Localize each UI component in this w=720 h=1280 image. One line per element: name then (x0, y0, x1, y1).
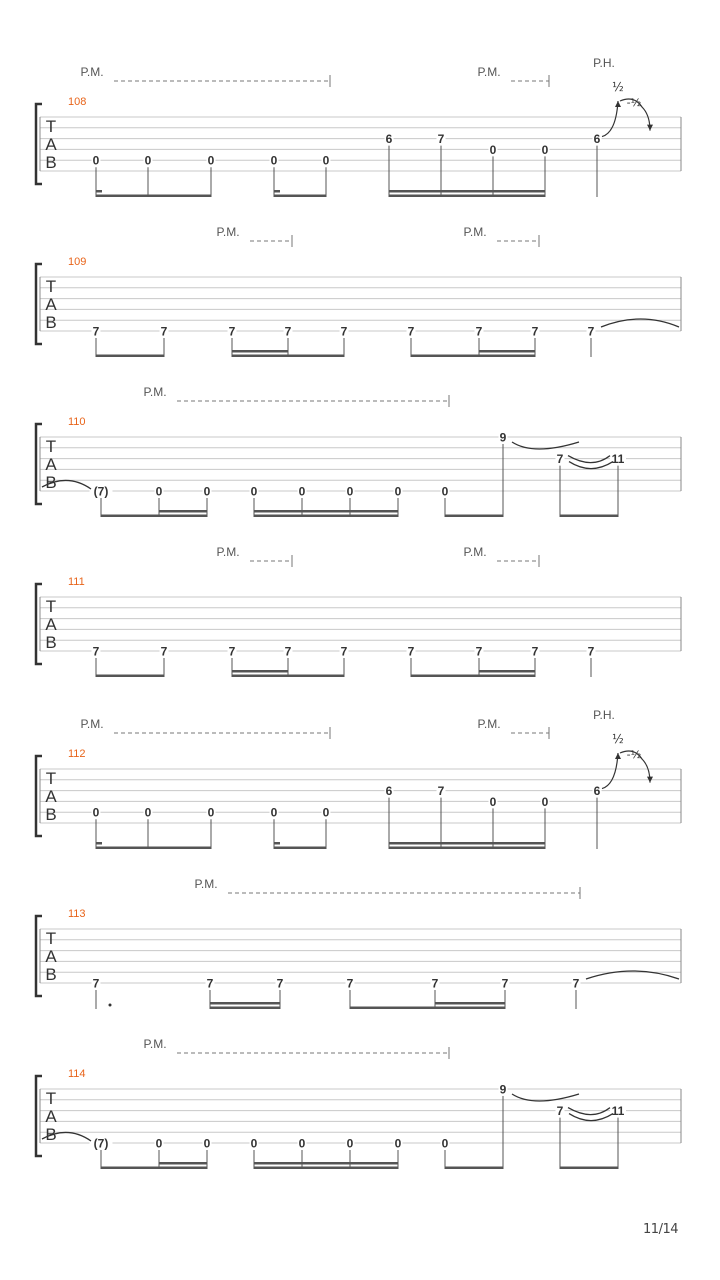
beam (232, 355, 344, 358)
beam-stub (96, 190, 102, 193)
tab-clef-letter: A (45, 947, 57, 966)
fret-number: 7 (556, 452, 564, 467)
measure-number: 109 (68, 256, 87, 268)
beam-secondary (232, 350, 288, 353)
palm-mute-label: P.M. (477, 717, 501, 731)
beam (210, 1007, 280, 1010)
tab-clef-letter: T (45, 437, 57, 456)
fret-number: 7 (556, 1104, 564, 1119)
beam (96, 675, 164, 678)
palm-mute-label: P.M. (194, 877, 218, 891)
fret-number: (7) (93, 1136, 109, 1151)
beam-secondary (350, 1162, 398, 1165)
fret-number: 7 (340, 324, 348, 339)
fret-number: 0 (322, 153, 330, 168)
beam-secondary (232, 670, 288, 673)
fret-number: 11 (611, 452, 625, 467)
fret-number: 0 (92, 153, 100, 168)
fret-number: 0 (541, 794, 549, 809)
beam (274, 847, 326, 850)
tab-system (36, 56, 681, 197)
fret-number: 7 (587, 324, 595, 339)
measure-number: 110 (68, 416, 86, 428)
fret-number: 0 (207, 153, 215, 168)
beam (101, 1167, 207, 1170)
fret-number: 0 (92, 805, 100, 820)
tab-clef-letter: T (45, 597, 57, 616)
beam-stub (96, 842, 102, 845)
beam-secondary (159, 510, 207, 513)
tab-system (36, 385, 681, 517)
tab-clef-letter: B (45, 313, 57, 332)
fret-number: 7 (228, 644, 236, 659)
system-bracket (36, 756, 42, 836)
measure-number: 111 (68, 576, 85, 588)
tab-clef-letter: A (45, 135, 57, 154)
fret-number: 7 (572, 976, 580, 991)
fret-number: 0 (322, 805, 330, 820)
beam (389, 195, 545, 198)
fret-number: 7 (346, 976, 354, 991)
tab-clef-letter: B (45, 1125, 57, 1144)
fret-number: (7) (93, 484, 109, 499)
fret-number: 7 (228, 324, 236, 339)
tab-system (36, 545, 681, 677)
tab-system (36, 877, 681, 1009)
fret-number: 6 (385, 784, 393, 799)
fret-number: 7 (437, 784, 445, 799)
fret-number: 6 (593, 132, 601, 147)
beam-secondary (441, 190, 493, 193)
fret-number: 7 (284, 324, 292, 339)
fret-number: 0 (250, 1136, 258, 1151)
system-bracket (36, 916, 42, 996)
fret-number: 7 (475, 324, 483, 339)
fret-number: 0 (207, 805, 215, 820)
beam (96, 195, 211, 198)
tab-clef-letter: A (45, 455, 57, 474)
beam (411, 355, 535, 358)
fret-number: 7 (276, 976, 284, 991)
fret-number: 0 (441, 1136, 449, 1151)
tab-clef-letter: B (45, 965, 57, 984)
fret-number: 7 (437, 132, 445, 147)
palm-mute-label: P.M. (143, 385, 167, 399)
fret-number: 7 (92, 644, 100, 659)
beam (96, 847, 211, 850)
fret-number: 0 (155, 1136, 163, 1151)
tab-clef-letter: A (45, 1107, 57, 1126)
system-bracket (36, 264, 42, 344)
tab-clef-letter: T (45, 117, 57, 136)
page-number: 11/14 (643, 1222, 678, 1237)
tab-clef-letter: B (45, 473, 57, 492)
tab-clef-letter: T (45, 277, 57, 296)
system-bracket (36, 104, 42, 184)
fret-number: 7 (531, 324, 539, 339)
tab-clef-letter: A (45, 615, 57, 634)
tab-clef-letter: A (45, 295, 57, 314)
fret-number: 7 (531, 644, 539, 659)
beam (101, 515, 207, 518)
fret-number: 0 (155, 484, 163, 499)
beam-stub (274, 190, 280, 193)
tab-clef-letter: B (45, 153, 57, 172)
tab-clef-letter: A (45, 787, 57, 806)
beam-secondary (441, 842, 493, 845)
bend-amount: ½ (612, 732, 624, 746)
fret-number: 0 (394, 484, 402, 499)
fret-number: 7 (340, 644, 348, 659)
beam (445, 1167, 503, 1170)
fret-number: 0 (270, 805, 278, 820)
fret-number: 0 (489, 142, 497, 157)
palm-mute-label: P.M. (216, 225, 240, 239)
beam (411, 675, 535, 678)
tab-clef-letter: T (45, 1089, 57, 1108)
bend-amount: ½ (612, 80, 624, 94)
beam-secondary (254, 510, 302, 513)
measure-number: 112 (68, 748, 86, 760)
beam-secondary (389, 842, 441, 845)
beam (274, 195, 326, 198)
fret-number: 0 (203, 1136, 211, 1151)
fret-number: 6 (593, 784, 601, 799)
beam-stub (274, 842, 280, 845)
palm-mute-label: P.M. (216, 545, 240, 559)
fret-number: 7 (284, 644, 292, 659)
tab-clef-letter: T (45, 929, 57, 948)
tab-clef-letter: B (45, 805, 57, 824)
bend-arrowhead (615, 753, 621, 759)
fret-number: 0 (489, 794, 497, 809)
fret-number: 0 (144, 153, 152, 168)
palm-mute-label: P.M. (463, 225, 487, 239)
beam-secondary (435, 1002, 505, 1005)
beam (560, 515, 618, 518)
fret-number: 7 (160, 644, 168, 659)
fret-number: 9 (499, 1082, 507, 1097)
system-bracket (36, 424, 42, 504)
beam-secondary (350, 510, 398, 513)
beam (254, 1167, 398, 1170)
fret-number: 0 (298, 1136, 306, 1151)
beam-secondary (479, 350, 535, 353)
fret-number: 7 (407, 644, 415, 659)
fret-number: 0 (394, 1136, 402, 1151)
fret-number: 0 (270, 153, 278, 168)
fret-number: 7 (92, 976, 100, 991)
tab-system (36, 225, 681, 357)
fret-number: 0 (346, 1136, 354, 1151)
measure-number: 114 (68, 1068, 86, 1080)
beam (445, 515, 503, 518)
tab-clef-letter: B (45, 633, 57, 652)
system-bracket (36, 1076, 42, 1156)
beam-secondary (493, 190, 545, 193)
fret-number: 7 (407, 324, 415, 339)
fret-number: 7 (431, 976, 439, 991)
tab-system (36, 708, 681, 849)
pinch-harmonic-label: P.H. (593, 708, 615, 722)
pinch-harmonic-label: P.H. (593, 56, 615, 70)
fret-number: 0 (346, 484, 354, 499)
beam-secondary (479, 670, 535, 673)
beam-secondary (302, 1162, 350, 1165)
measure-number: 108 (68, 96, 87, 108)
beam (96, 355, 164, 358)
palm-mute-label: P.M. (143, 1037, 167, 1051)
fret-number: 0 (298, 484, 306, 499)
fret-number: 9 (499, 430, 507, 445)
palm-mute-label: P.M. (463, 545, 487, 559)
fret-number: 0 (441, 484, 449, 499)
tab-clef-letter: T (45, 769, 57, 788)
fret-number: 6 (385, 132, 393, 147)
beam (560, 1167, 618, 1170)
fret-number: 0 (203, 484, 211, 499)
rhythm-dot (109, 1004, 112, 1007)
beam (350, 1007, 505, 1010)
fret-number: 7 (475, 644, 483, 659)
fret-number: 7 (501, 976, 509, 991)
fret-number: 11 (611, 1104, 625, 1119)
fret-number: 7 (160, 324, 168, 339)
beam (389, 847, 545, 850)
beam-secondary (159, 1162, 207, 1165)
system-bracket (36, 584, 42, 664)
beam-secondary (254, 1162, 302, 1165)
fret-number: 7 (587, 644, 595, 659)
fret-number: 7 (92, 324, 100, 339)
beam (232, 675, 344, 678)
beam-secondary (389, 190, 441, 193)
palm-mute-label: P.M. (477, 65, 501, 79)
palm-mute-label: P.M. (80, 65, 104, 79)
fret-number: 0 (144, 805, 152, 820)
fret-number: 0 (541, 142, 549, 157)
release-amount: -½ (626, 748, 642, 761)
bend-arrowhead (615, 101, 621, 107)
measure-number: 113 (68, 908, 86, 920)
release-amount: -½ (626, 96, 642, 109)
beam-secondary (302, 510, 350, 513)
fret-number: 0 (250, 484, 258, 499)
fret-number: 7 (206, 976, 214, 991)
beam-secondary (210, 1002, 280, 1005)
tab-system (36, 1037, 681, 1169)
beam (254, 515, 398, 518)
palm-mute-label: P.M. (80, 717, 104, 731)
beam-secondary (493, 842, 545, 845)
